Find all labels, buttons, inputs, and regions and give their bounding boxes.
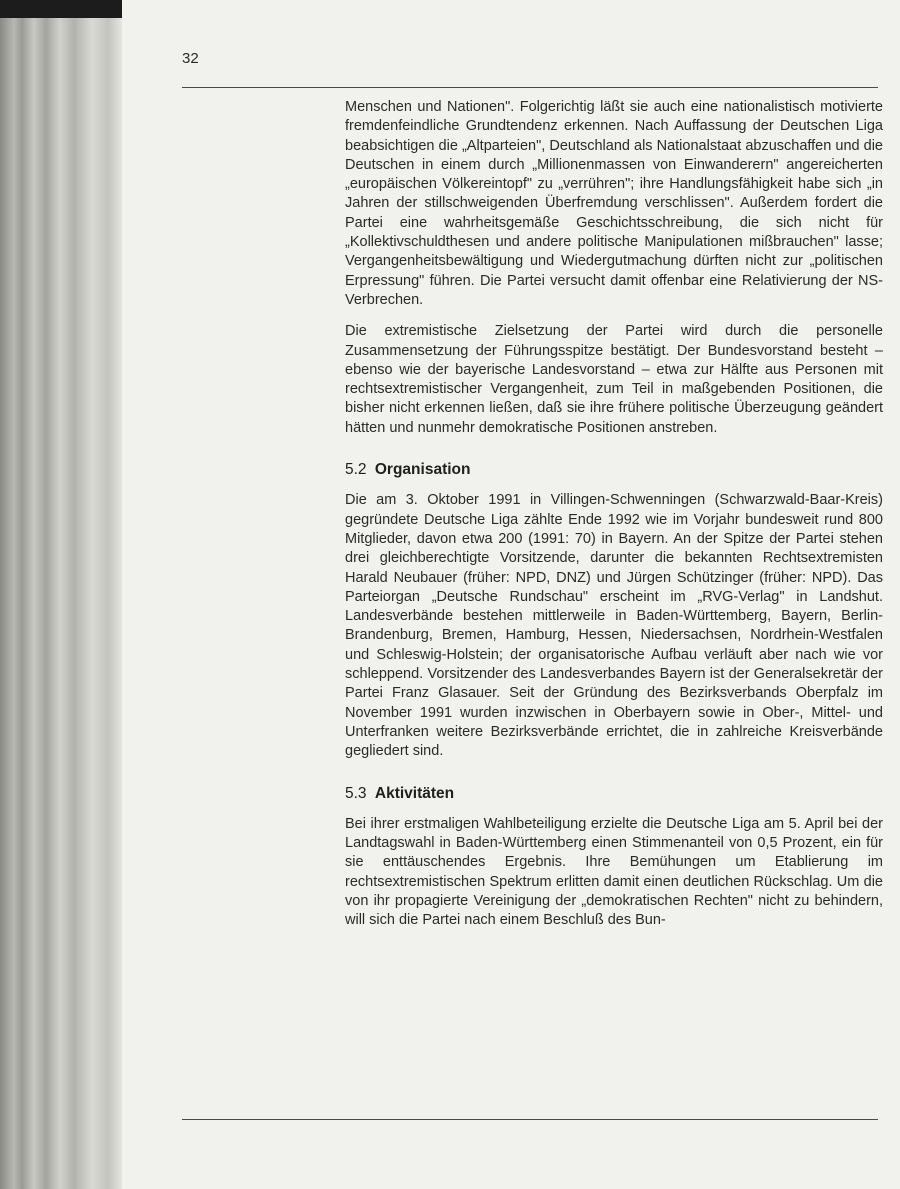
binding-shadow xyxy=(0,0,126,18)
paragraph-intro-1: Menschen und Nationen". Folgerichtig läßt sie auch eine nationalistisch motivierte fremdenfeindliche Grundtendenz erkennen. Nach Auffassung der Deutschen Liga beabsichtigen die „Altparteien", Deutschland als Nationalstaat abzuschaffen und die Deutschen in einem durch „Millionenmassen von Einwanderern" angereicherten „europäischen Völkereintopf" zu „verrühren"; ihre Handlungsfähigkeit habe sich „in Jahren der stillschweigenden Überfremdung verschlissen". Außerdem fordert die Partei eine wahrheitsgemäße Geschichtsschreibung, die sich nicht für „Kollektivschuldthesen und andere politische Manipulationen mißbrauchen" lasse; Vergangenheitsbewältigung und Wiedergutmachung dürften nicht zur „politischen Erpressung" führen. Die Partei versucht damit offenbar eine Relativierung der NS-Verbrechen. xyxy=(345,99,883,308)
page-content xyxy=(345,98,883,943)
section-heading-aktivitaeten xyxy=(345,784,883,803)
section-number: 5.3 xyxy=(345,784,367,802)
paragraph-organisation: Die am 3. Oktober 1991 in Villingen-Schwenningen (Schwarzwald-Baar-Kreis) gegründete Deutsche Liga zählte Ende 1992 wie im Vorjahr bundesweit rund 800 Mitglieder, davon etwa 200 (1991: 70) in Bayern. An der Spitze der Partei stehen drei gleichberechtigte Vorsitzende, darunter die bekannten Rechtsextremisten Harald Neubauer (früher: NPD, DNZ) und Jürgen Schützinger (früher: NPD). Das Parteiorgan „Deutsche Rundschau" erscheint im „RVG-Verlag" in Landshut. Landesverbände bestehen mittlerweile in Baden-Württemberg, Bayern, Berlin-Brandenburg, Bremen, Hamburg, Hessen, Niedersachsen, Nordrhein-Westfalen und Schleswig-Holstein; der organisatorische Aufbau verläuft aber nach wie vor schleppend. Vorsitzender des Landesverbandes Bayern ist der Generalsekretär der Partei Franz Glasauer. Seit der Gründung des Bezirksverbands Oberpfalz im November 1991 wurden inzwischen in Oberbayern sowie in Ober-, Mittel- und Unterfranken weitere Bezirksverbände errichtet, die in zahlreiche Kreisverbände gegliedert sind. xyxy=(345,492,883,760)
paragraph-aktivitaeten: Bei ihrer erstmaligen Wahlbeteiligung erzielte die Deutsche Liga am 5. April bei der Landtagswahl in Baden-Württemberg einen Stimmenanteil von 0,5 Prozent, ein für sie enttäuschendes Ergebnis. Ihre Bemühungen um Etablierung im rechtsextremistischen Spektrum erlitten damit einen deutlichen Rückschlag. Um die von ihr propagierte Vereinigung der „demokratischen Rechten" nicht zu behindern, will sich die Partei nach einem Beschluß des Bun- xyxy=(345,815,883,929)
paragraph-intro-2: Die extremistische Zielsetzung der Partei wird durch die personelle Zusammensetzung der Führungsspitze bestätigt. Der Bundesvorstand besteht – ebenso wie der bayerische Landesvorstand – etwa zur Hälfte aus Personen mit rechtsextremistischer Vergangenheit, zum Teil in maßgebenden Positionen, die bisher nicht erkennen ließen, daß sie ihre frühere politische Überzeugung geändert hätten und nunmehr demokratische Positionen anstreben. xyxy=(345,323,883,436)
section-title: Aktivitäten xyxy=(374,784,455,802)
page-number: 32 xyxy=(182,50,199,67)
book-binding-edge xyxy=(0,0,122,1189)
section-number: 5.2 xyxy=(345,461,367,479)
section-title: Organisation xyxy=(374,461,471,479)
footer-rule xyxy=(182,1119,878,1120)
header-rule xyxy=(182,87,878,88)
section-heading-organisation xyxy=(345,460,883,479)
